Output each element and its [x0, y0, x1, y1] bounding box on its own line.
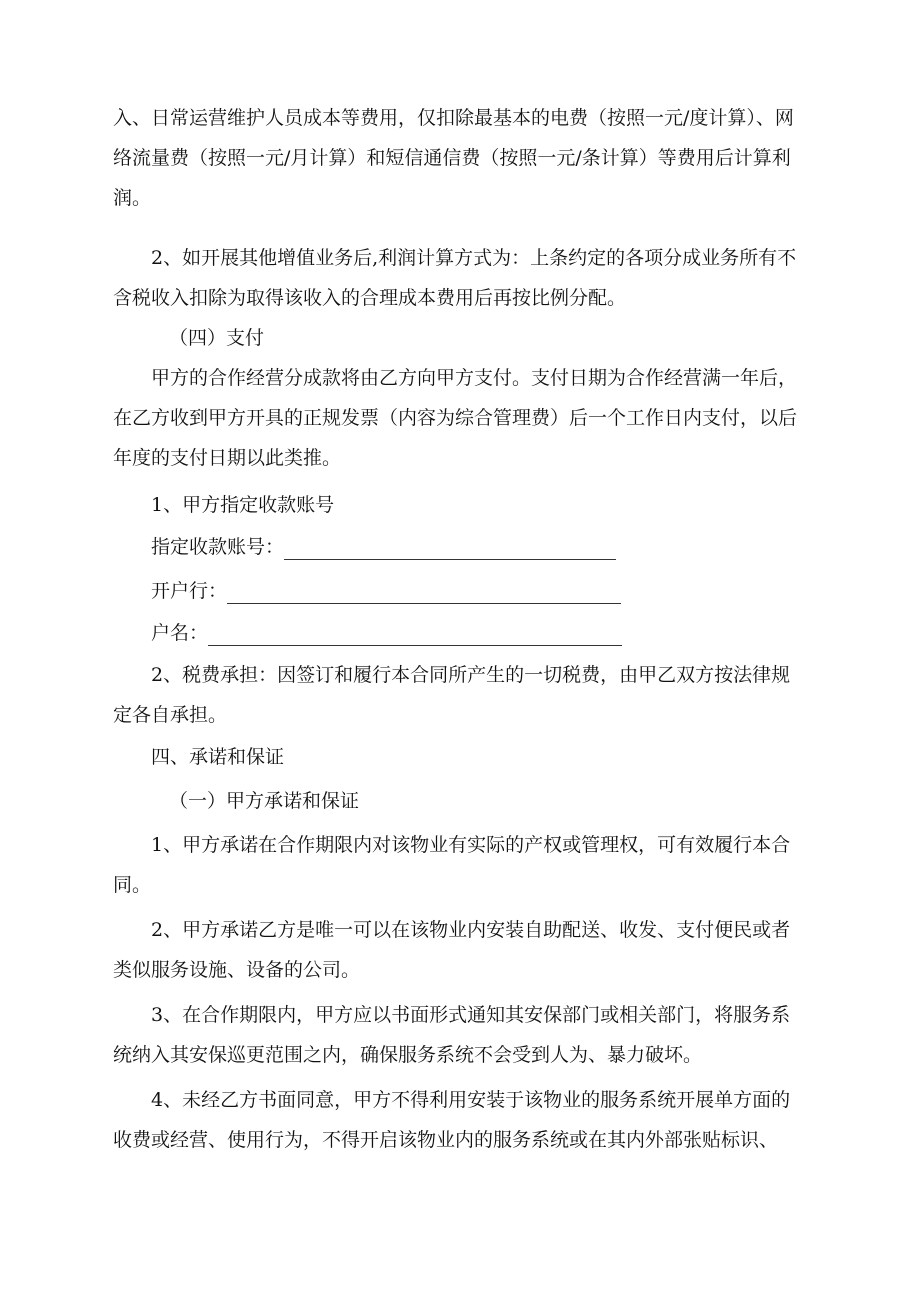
paragraph-commitment-2: 2、甲方承诺乙方是唯一可以在该物业内安装自助配送、收发、支付便民或者类似服务设施、设备的公司。 — [113, 919, 791, 981]
paragraph-payment-terms: 甲方的合作经营分成款将由乙方向甲方支付。支付日期为合作经营满一年后，在乙方收到甲方开具的正规发票（内容为综合管理费）后一个工作日内支付，以后年度的支付日期以此类推。 — [113, 367, 798, 469]
blank-line-account-number[interactable] — [284, 537, 616, 560]
paragraph-value-added-profit: 2、如开展其他增值业务后,利润计算方式为：上条约定的各项分成业务所有不含税收入扣除为取得该收入的合理成本费用后再按比例分配。 — [113, 247, 797, 309]
field-label-account-name: 户名： — [151, 622, 209, 644]
section-heading-payment: （四）支付 — [169, 327, 265, 349]
paragraph-profit-cost: 入、日常运营维护人员成本等费用，仅扣除最基本的电费（按照一元/度计算）、网络流量费（按照一元/月计算）和短信通信费（按照一元/条计算）等费用后计算利润。 — [113, 107, 794, 209]
field-account-number — [151, 527, 616, 567]
paragraph-commitment-1: 1、甲方承诺在合作期限内对该物业有实际的产权或管理权，可有效履行本合同。 — [113, 834, 791, 896]
paragraph-commitment-4: 4、未经乙方书面同意，甲方不得利用安装于该物业的服务系统开展单方面的收费或经营、使用行为，不得开启该物业内的服务系统或在其内外部张贴标识、 — [113, 1089, 791, 1151]
field-label-account-number: 指定收款账号： — [151, 536, 285, 558]
section-heading-commitments: 四、承诺和保证 — [151, 746, 285, 768]
field-label-bank: 开户行： — [151, 580, 228, 602]
blank-line-account-name[interactable] — [208, 623, 622, 646]
paragraph-tax-burden: 2、税费承担：因签订和履行本合同所产生的一切税费，由甲乙双方按法律规定各自承担。 — [113, 664, 791, 726]
blank-line-bank[interactable] — [227, 581, 621, 604]
paragraph-commitment-3: 3、在合作期限内，甲方应以书面形式通知其安保部门或相关部门，将服务系统纳入其安保巡更范围之内，确保服务系统不会受到人为、暴力破坏。 — [113, 1004, 791, 1066]
field-account-name — [151, 613, 622, 653]
field-bank — [151, 571, 621, 611]
subsection-heading-party-a-commitments: （一）甲方承诺和保证 — [169, 790, 360, 812]
paragraph-designated-account: 1、甲方指定收款账号 — [151, 494, 335, 516]
